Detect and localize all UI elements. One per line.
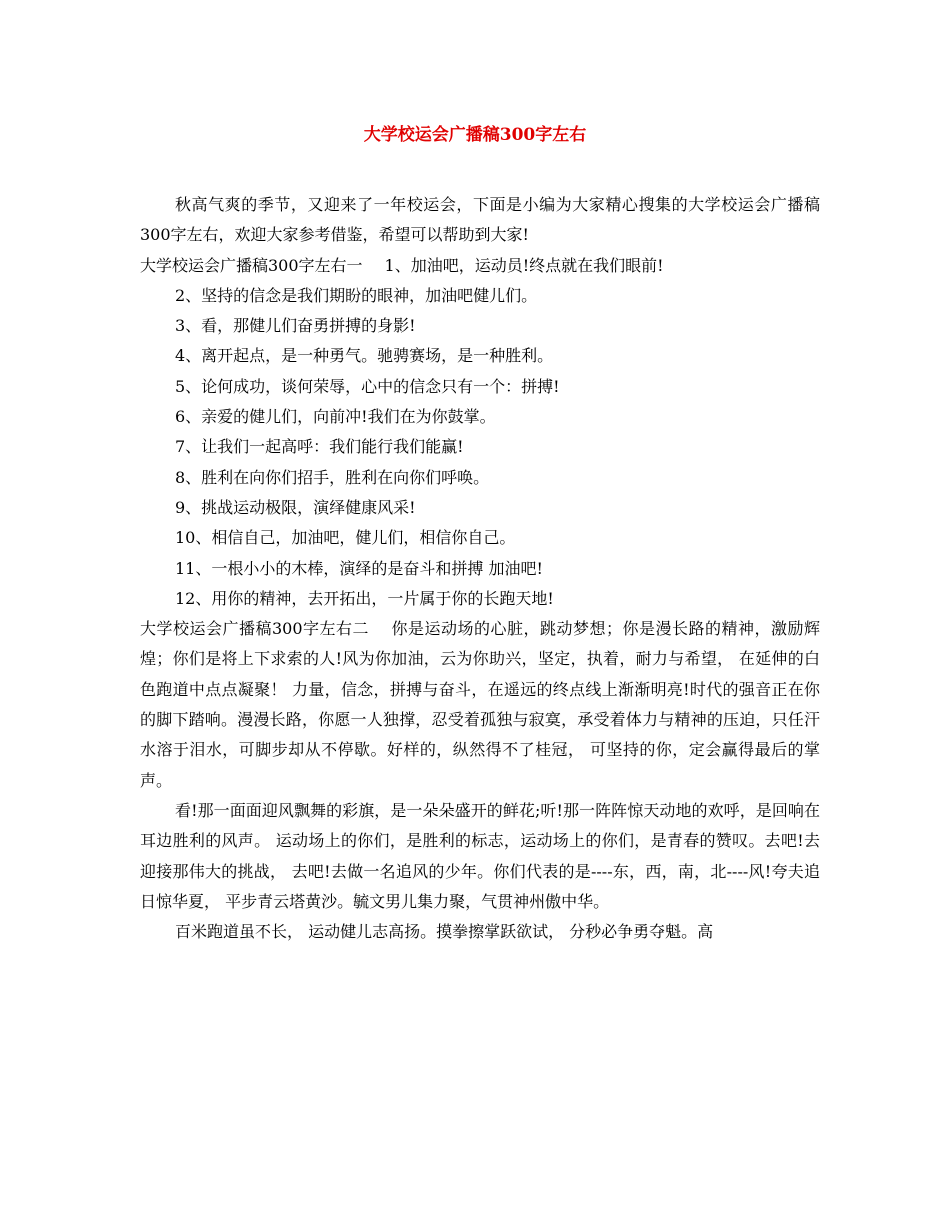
section2-text: 你是运动场的心脏，跳动梦想；你是漫长路的精神，激励辉煌；你们是将上下求索的人!风为你加油，云为你助兴，坚定，执着，耐力与希望， 在延伸的白色跑道中点点凝聚！ 力量，信念，拼搏与奋斗，在遥远的终点线上渐渐明亮!时代的强音正在你的脚下踏响。漫漫长路，你愿一人独撑，忍受着孤独与寂寞，承受着体力与精神的压迫，只任汗水溶于泪水，可脚步却从不停歇。好样的，纵然得不了桂冠， 可坚持的你，定会赢得最后的掌声。 [140, 619, 820, 790]
section2-paragraph-1 [140, 614, 820, 796]
list-item: 4、离开起点，是一种勇气。驰骋赛场，是一种胜利。 [175, 346, 554, 366]
document-body [140, 190, 820, 947]
list-item: 9、挑战运动极限，演绎健康风采! [175, 497, 416, 517]
section2-paragraph-3: 百米跑道虽不长， 运动健儿志高扬。摸拳擦掌跃欲试， 分秒必争勇夺魁。高 [175, 922, 714, 942]
list-item: 8、胜利在向你们招手，胜利在向你们呼唤。 [175, 467, 490, 487]
list-item: 11、一根小小的木棒，演绎的是奋斗和拼搏 加油吧! [175, 558, 543, 578]
section1-heading: 大学校运会广播稿300字左右一 [140, 255, 363, 275]
section2-heading: 大学校运会广播稿300字左右二 [140, 619, 370, 639]
list-item: 10、相信自己，加油吧，健儿们，相信你自己。 [175, 528, 516, 548]
list-item: 6、亲爱的健儿们，向前冲!我们在为你鼓掌。 [175, 407, 496, 427]
list-item: 5、论何成功，谈何荣辱，心中的信念只有一个：拼搏! [175, 376, 560, 396]
intro-paragraph: 秋高气爽的季节，又迎来了一年校运会，下面是小编为大家精心搜集的大学校运会广播稿300字左右，欢迎大家参考借鉴，希望可以帮助到大家! [140, 195, 820, 245]
list-item: 12、用你的精神，去开拓出，一片属于你的长跑天地! [175, 588, 554, 608]
list-item: 7、让我们一起高呼：我们能行我们能赢! [175, 437, 464, 457]
section2-paragraph-2: 看!那一面面迎风飘舞的彩旗，是一朵朵盛开的鲜花;听!那一阵阵惊天动地的欢呼，是回响在耳边胜利的风声。 运动场上的你们，是胜利的标志，运动场上的你们，是青春的赞叹。去吧!去迎接那伟大的挑战， 去吧!去做一名追风的少年。你们代表的是----东，西，南，北----风!夸夫追日惊华夏， 平步青云塔黄沙。毓文男儿集力聚，气贯神州傲中华。 [140, 800, 820, 911]
list-item: 2、坚持的信念是我们期盼的眼神，加油吧健儿们。 [175, 285, 538, 305]
list-item: 1、加油吧，运动员!终点就在我们眼前! [384, 255, 664, 275]
list-item: 3、看，那健儿们奋勇拼搏的身影! [175, 316, 416, 336]
document-title: 大学校运会广播稿300字左右 [363, 125, 587, 145]
section1-heading-line [140, 251, 820, 281]
